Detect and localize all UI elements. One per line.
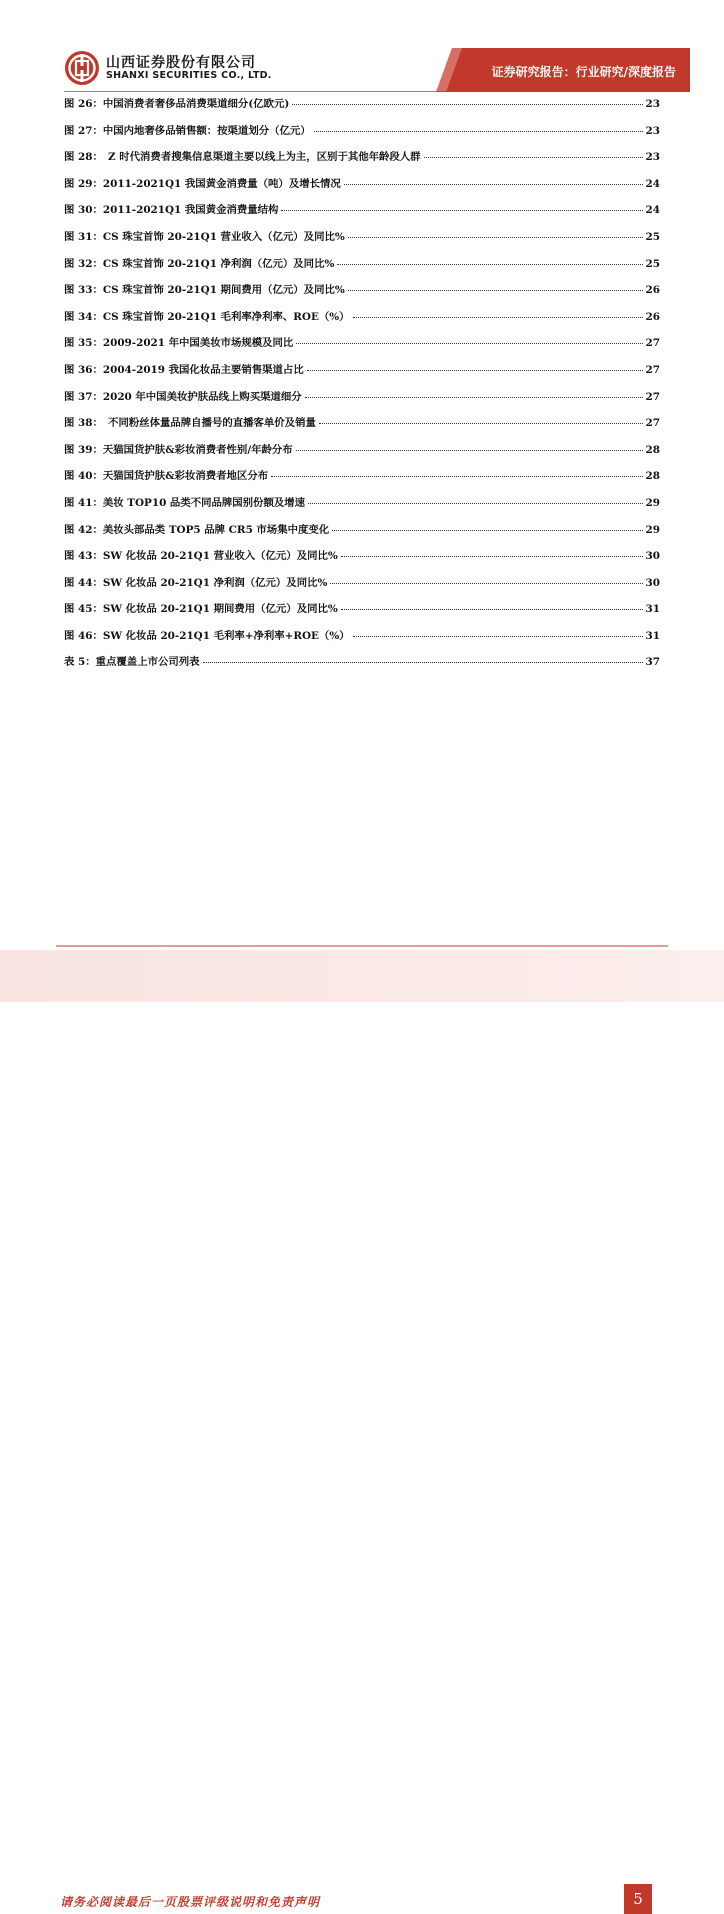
toc-dot-leader: [344, 184, 643, 185]
footer-band: [0, 930, 724, 1024]
toc-dot-leader: [337, 264, 642, 265]
toc-dot-leader: [424, 157, 643, 158]
toc-entry-page: 28: [645, 443, 660, 456]
page-header: [0, 0, 724, 92]
toc-entry-label: 图 43：SW 化妆品 20-21Q1 营业收入（亿元）及同比%: [64, 550, 338, 563]
toc-entry[interactable]: [64, 228, 660, 255]
toc-entry[interactable]: [64, 334, 660, 361]
toc-entry-label: 图 31：CS 珠宝首饰 20-21Q1 营业收入（亿元）及同比%: [64, 230, 345, 243]
toc-entry-page: 24: [645, 204, 660, 217]
page-footer: [0, 930, 724, 1909]
toc-entry-label: 图 40：天猫国货护肤&彩妆消费者地区分布: [64, 470, 269, 483]
toc-entry[interactable]: [64, 441, 660, 468]
toc-entry-label: 图 41：美妆 TOP10 品类不同品牌国别份额及增速: [64, 496, 306, 509]
company-name-cn: 山西证券股份有限公司: [106, 55, 256, 71]
toc-entry[interactable]: [64, 414, 660, 441]
toc-entry[interactable]: [64, 308, 660, 335]
toc-entry[interactable]: [64, 494, 660, 521]
toc-dot-leader: [348, 237, 643, 238]
toc-entry-page: 29: [645, 496, 660, 509]
toc-entry-label: 图 30：2011-2021Q1 我国黄金消费量结构: [64, 204, 279, 217]
toc-entry-page: 25: [645, 230, 660, 243]
toc-dot-leader: [330, 583, 642, 584]
toc-entry[interactable]: [64, 361, 660, 388]
toc-entry-label: 图 45：SW 化妆品 20-21Q1 期间费用（亿元）及同比%: [64, 603, 338, 616]
toc-dot-leader: [296, 450, 643, 451]
toc-entry-page: 27: [645, 337, 660, 350]
page-number: 5: [624, 1884, 652, 1914]
toc-entry-label: 图 33：CS 珠宝首饰 20-21Q1 期间费用（亿元）及同比%: [64, 284, 345, 297]
toc-entry-label: 图 38： 不同粉丝体量品牌自播号的直播客单价及销量: [64, 417, 316, 430]
toc-entry[interactable]: [64, 201, 660, 228]
toc-entry-label: 图 32：CS 珠宝首饰 20-21Q1 净利润（亿元）及同比%: [64, 257, 335, 270]
toc-entry-label: 图 35：2009-2021 年中国美妆市场规模及同比: [64, 337, 294, 350]
toc-entry-page: 24: [645, 177, 660, 190]
toc-entry-page: 30: [645, 576, 660, 589]
toc-entry-page: 23: [645, 151, 660, 164]
toc-dot-leader: [332, 530, 642, 531]
toc-entry-page: 26: [645, 284, 660, 297]
toc-entry-label: 图 46：SW 化妆品 20-21Q1 毛利率+净利率+ROE（%）: [64, 629, 350, 642]
toc-dot-leader: [341, 556, 643, 557]
toc-entry-page: 25: [645, 257, 660, 270]
toc-entry[interactable]: [64, 653, 660, 680]
toc-dot-leader: [341, 609, 643, 610]
toc-dot-leader: [353, 636, 643, 637]
toc-entry-page: 37: [645, 656, 660, 669]
toc-entry-page: 31: [645, 603, 660, 616]
disclaimer-text: 请务必阅读最后一页股票评级说明和免责声明: [60, 1895, 321, 1909]
company-logo-icon: [64, 50, 100, 86]
toc-dot-leader: [307, 370, 643, 371]
toc-entry-page: 27: [645, 417, 660, 430]
toc-entry-page: 26: [645, 310, 660, 323]
toc-entry[interactable]: [64, 255, 660, 282]
toc-dot-leader: [281, 210, 642, 211]
toc-entry-page: 29: [645, 523, 660, 536]
toc-entry-label: 图 37：2020 年中国美妆护肤品线上购买渠道细分: [64, 390, 302, 403]
toc-entry-label: 图 29：2011-2021Q1 我国黄金消费量（吨）及增长情况: [64, 177, 341, 190]
toc-dot-leader: [319, 423, 643, 424]
toc-entry-label: 图 28： Z 时代消费者搜集信息渠道主要以线上为主，区别于其他年龄段人群: [64, 151, 421, 164]
toc-entry-label: 图 42：美妆头部品类 TOP5 品牌 CR5 市场集中度变化: [64, 523, 330, 536]
toc-entry-label: 图 39：天猫国货护肤&彩妆消费者性别/年龄分布: [64, 443, 293, 456]
toc-entry-page: 27: [645, 363, 660, 376]
toc-entry[interactable]: [64, 122, 660, 149]
table-of-contents: [64, 95, 660, 680]
toc-entry-label: 图 27：中国内地奢侈品销售额：按渠道划分（亿元）: [64, 124, 311, 137]
toc-entry-page: 28: [645, 470, 660, 483]
toc-entry[interactable]: [64, 627, 660, 654]
toc-entry[interactable]: [64, 521, 660, 548]
toc-entry[interactable]: [64, 148, 660, 175]
toc-entry[interactable]: [64, 281, 660, 308]
toc-dot-leader: [271, 476, 642, 477]
toc-entry-page: 31: [645, 629, 660, 642]
toc-dot-leader: [296, 343, 642, 344]
toc-dot-leader: [292, 104, 642, 105]
toc-entry-page: 23: [645, 98, 660, 110]
toc-dot-leader: [353, 317, 643, 318]
toc-entry-page: 30: [645, 550, 660, 563]
toc-dot-leader: [308, 503, 643, 504]
toc-entry[interactable]: [64, 95, 660, 122]
toc-entry-page: 23: [645, 124, 660, 137]
toc-entry[interactable]: [64, 547, 660, 574]
toc-dot-leader: [203, 662, 643, 663]
company-name-en: SHANXI SECURITIES CO., LTD.: [106, 70, 272, 81]
toc-dot-leader: [348, 290, 643, 291]
report-type-label: 证券研究报告：行业研究/深度报告: [491, 65, 676, 79]
toc-entry-label: 图 44：SW 化妆品 20-21Q1 净利润（亿元）及同比%: [64, 576, 328, 589]
toc-entry[interactable]: [64, 574, 660, 601]
toc-entry-label: 表 5：重点覆盖上市公司列表: [64, 656, 200, 669]
toc-entry[interactable]: [64, 388, 660, 415]
toc-dot-leader: [305, 397, 643, 398]
toc-entry-label: 图 36：2004-2019 我国化妆品主要销售渠道占比: [64, 363, 304, 376]
toc-entry[interactable]: [64, 467, 660, 494]
toc-entry-page: 27: [645, 390, 660, 403]
toc-entry-label: 图 26：中国消费者奢侈品消费渠道细分(亿欧元): [64, 98, 290, 110]
toc-entry[interactable]: [64, 600, 660, 627]
toc-entry-label: 图 34：CS 珠宝首饰 20-21Q1 毛利率净利率、ROE（%）: [64, 310, 350, 323]
toc-entry[interactable]: [64, 175, 660, 202]
toc-dot-leader: [314, 131, 643, 132]
